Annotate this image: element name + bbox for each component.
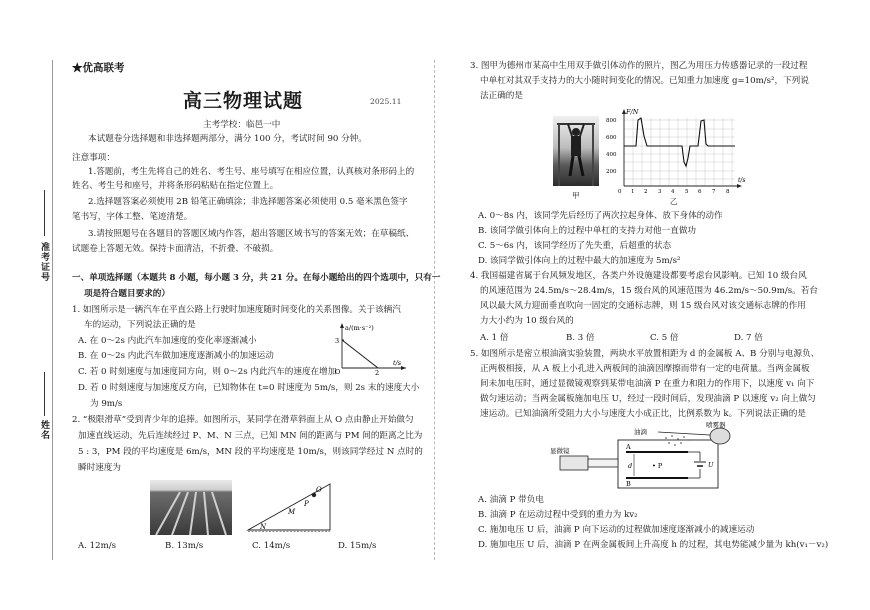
q5-stem: 正两极相接，从 A 板上小孔进入两板间的油滴因摩擦而带有一定的电荷量。当两金属板	[480, 364, 810, 374]
q3-graph-xlabel: t/s	[738, 177, 746, 184]
q2-point-p: P	[304, 500, 309, 508]
q3-graph-xtick: 5	[685, 189, 689, 195]
notes-title: 注意事项：	[72, 153, 115, 163]
exam-date: 2025.11	[370, 97, 402, 106]
brand: ★优高联考	[72, 62, 125, 74]
q2-option-d: D. 15m/s	[338, 541, 377, 551]
note-line: 笔书写，字体工整、笔迹清楚。	[72, 212, 193, 222]
note-line: 姓名、考生号和座号，并将条形码粘贴在指定位置上。	[72, 181, 279, 191]
q3-graph-origin: 0	[618, 189, 622, 195]
note-line: 试题卷上答题无效。保持卡面清洁，不折叠、不破损。	[72, 244, 279, 254]
q5-option-d: D. 施加电压 U 后，油滴 P 在两金属板间上升高度 h 的过程，其电势能减少量为 kh(v₁－v₂)	[478, 540, 829, 550]
q3-graph-ylabel: F/N	[626, 108, 639, 116]
q2-grass-slope-photo	[150, 480, 232, 535]
q3-graph-xtick: 7	[712, 189, 716, 195]
q3-force-graph	[600, 106, 750, 196]
q1-option-b: B. 在 0～2s 内此汽车做加速度逐渐减小的加速运动	[78, 351, 274, 361]
q3-stem: 3. 图甲为德州市某高中生用双手做引体动作的照片，图乙为用压力传感器记录的一段过程	[470, 61, 808, 71]
q1-stem: 1. 如图所示是一辆汽车在平直公路上行驶时加速度随时间变化的关系图像。关于该辆汽	[72, 305, 401, 315]
section-heading: 一、单项选择题（本题共 8 小题，每小题 3 分，共 21 分。在每小题给出的四个选项中，只有一	[72, 273, 441, 283]
q3-graph-xtick: 4	[671, 189, 675, 195]
q5-stem: 速运动。已知油滴所受阻力大小与速度大小成正比，比例系数为 k。下列说法正确的是	[480, 409, 806, 419]
q4-option-b: B. 3 倍	[566, 333, 595, 343]
q1-stem: 车的运动，下列说法正确的是	[84, 320, 196, 330]
q5-stem: 做匀速运动；当两金属板施加电压 U，经过一段时间后，发现油滴 P 以速度 v₂ 向上做匀	[480, 394, 816, 404]
q2-point-n: N	[260, 523, 267, 531]
q1-acceleration-graph	[330, 320, 410, 375]
q3-option-b: B. 该同学做引体向上的过程中单杠的支持力对他一直做功	[478, 226, 697, 236]
q5-stem: 间未加电压时，通过显微镜观察到某带电油滴 P 在重力和阻力的作用下，以速度 v₁ 向下	[480, 379, 815, 389]
q5-voltage-label: U	[708, 461, 714, 469]
q3-graph-xtick: 3	[658, 189, 662, 195]
q2-point-o: O	[316, 486, 322, 494]
q3-graph-xtick: 1	[631, 189, 635, 195]
q2-option-c: C. 14m/s	[252, 541, 291, 551]
note-line: 3.请按照题号在各题目的答题区域内作答，超出答题区域书写的答案无效；在草稿纸、	[88, 229, 415, 239]
q2-point-m: M	[288, 508, 296, 516]
q2-slope-diagram	[240, 478, 340, 538]
q3-option-d: D. 该同学做引体向上的过程中最大的加速度为 5m/s²	[478, 256, 681, 266]
q1-option-d: D. 若 0 时刻速度与加速度反方向，已知物体在 t=0 时速度为 5m/s，则 2s 末的速度大小	[78, 383, 420, 393]
q4-option-c: C. 5 倍	[650, 333, 679, 343]
name-blank	[44, 372, 45, 416]
q3-graph-tick: 600	[606, 135, 617, 141]
q3-pullup-photo	[553, 116, 599, 186]
q3-graph-tick: 800	[606, 118, 617, 124]
note-line: 1.答题前，考生先将自己的姓名、考生号、座号填写在相应位置，认真核对条形码上的	[88, 167, 415, 177]
q1-graph-ylabel: a/(m·s⁻²)	[345, 324, 374, 332]
q5-option-b: B. 油滴 P 在运动过程中受到的重力为 kv₂	[478, 510, 638, 520]
column-divider	[434, 60, 435, 560]
q1-graph-tick: 2	[375, 369, 380, 375]
q4-option-d: D. 7 倍	[734, 333, 763, 343]
note-line: 2.选择题答案必须使用 2B 铅笔正确填涂；非选择题答案必须使用 0.5 毫米黑色签字	[88, 197, 408, 207]
exam-number-blank	[44, 190, 45, 236]
q1-graph-origin: O	[335, 368, 341, 375]
exam-number-label: 准考证号	[39, 242, 49, 282]
q1-graph-xlabel: t/s	[393, 359, 402, 367]
q4-stem: 力大小约为 10 级台风的	[480, 316, 574, 326]
q3-stem: 中单杠对其双手支持力的大小随时间变化的情况。已知重力加速度 g=10m/s²，下列说	[480, 76, 809, 86]
binding-line	[52, 60, 53, 560]
exam-intro: 本试题卷分选择题和非选择题两部分，满分 100 分，考试时间 90 分钟。	[88, 134, 367, 144]
q2-stem: 瞬时速度为	[78, 463, 121, 473]
q5-plate-b-label: B	[626, 480, 631, 488]
q1-option-d-cont: 为 9m/s	[90, 399, 123, 409]
q2-option-b: B. 13m/s	[165, 541, 204, 551]
q4-stem: 4. 我国福建省属于台风频发地区，各类户外设施建设都要考虑台风影响。已知 10 级台风	[470, 271, 807, 281]
q5-drop-p-label: • P	[652, 462, 663, 470]
q5-sprayer-label: 喷雾器	[706, 421, 726, 429]
page-title: 高三物理试题	[183, 90, 304, 112]
q2-stem: 5 : 3，PM 段的平均速度是 6m/s，MN 段的平均速度是 10m/s，则该同学经过 N 点时的	[78, 447, 423, 457]
q3-option-c: C. 5～6s 内，该同学经历了先失重，后超重的状态	[478, 241, 672, 251]
q5-plate-a-label: A	[626, 443, 631, 451]
q5-oil-drop-label: 油滴	[634, 428, 647, 436]
q3-graph-xtick: 6	[698, 189, 702, 195]
host-school: 主考学校：临邑一中	[203, 120, 281, 130]
q5-microscope-label: 显微镜	[550, 447, 570, 455]
q3-graph-xtick: 8	[726, 189, 730, 195]
q1-option-a: A. 在 0～2s 内此汽车加速度的变化率逐渐减小	[78, 336, 257, 346]
q1-option-c: C. 若 0 时刻速度与加速度同方向，则 0～2s 内此汽车的速度在增加	[78, 367, 337, 377]
q5-stem: 5. 如图所示是密立根油滴实验装置，两块水平放置相距为 d 的金属板 A、B 分别与电源负、	[470, 349, 820, 359]
q3-graph-tick: 200	[606, 169, 617, 175]
q2-stem: 加速直线运动，先后连续经过 P、M、N 三点，已知 MN 间的距离与 PM 间的距离之比为	[78, 431, 423, 441]
q5-millikan-apparatus	[548, 420, 738, 492]
q3-caption-right: 乙	[670, 197, 678, 206]
q1-graph-tick: 3	[335, 337, 340, 345]
q4-stem: 的风速范围为 24.5m/s～28.4m/s，15 级台风的风速范围为 46.2m/s～50.9m/s。若台	[480, 286, 818, 296]
q4-option-a: A. 1 倍	[480, 333, 509, 343]
q5-option-a: A. 油滴 P 带负电	[478, 495, 544, 505]
q3-stem: 法正确的是	[480, 91, 523, 101]
q5-option-c: C. 施加电压 U 后，油滴 P 向下运动的过程做加速度逐渐减小的减速运动	[478, 525, 755, 535]
section-heading: 项是符合题目要求的）	[84, 289, 170, 299]
q3-graph-xtick: 2	[644, 189, 648, 195]
q3-caption-left: 甲	[572, 191, 580, 200]
q4-stem: 风以最大风力迎面垂直吹向一固定的交通标志牌，则 15 级台风对该交通标志牌的作用	[480, 301, 806, 311]
q3-graph-tick: 400	[606, 152, 617, 158]
name-label: 姓名	[39, 420, 49, 440]
q3-option-a: A. 0～8s 内，该同学先后经历了两次拉起身体、放下身体的动作	[478, 211, 723, 221]
q5-distance-label: d	[628, 462, 633, 470]
q2-option-a: A. 12m/s	[78, 541, 117, 551]
q2-stem: 2. “极限滑草”受到青少年的追捧。如图所示，某同学在滑草斜面上从 O 点由静止开始做匀	[72, 415, 414, 425]
